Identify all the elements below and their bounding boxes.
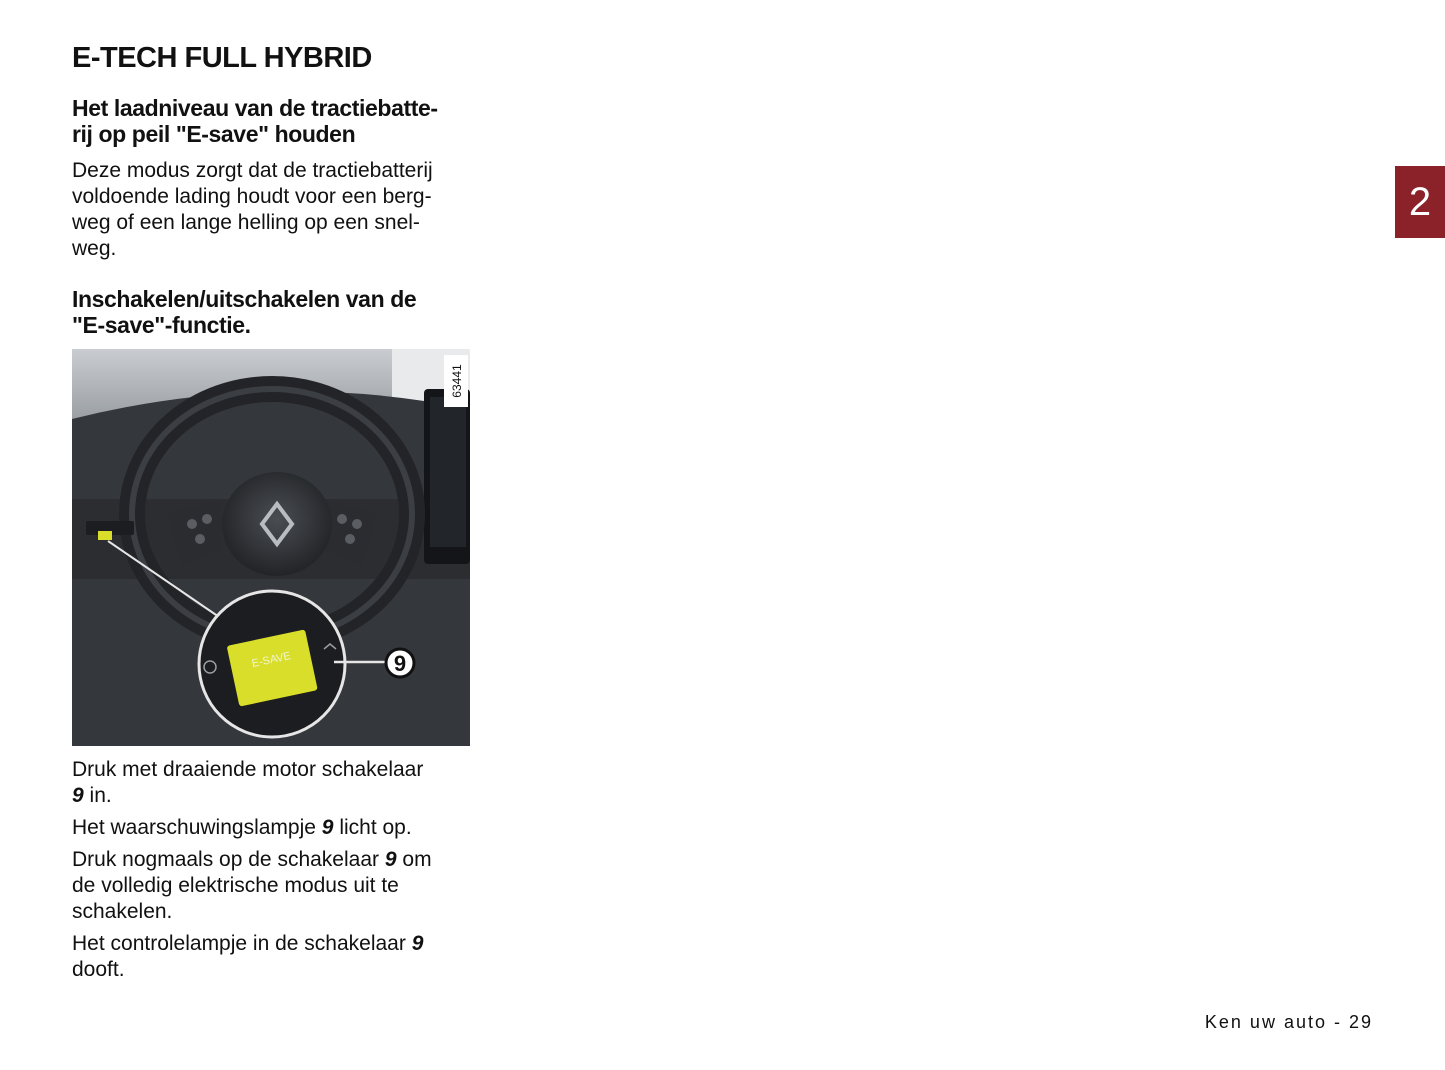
text-line: Het controlelampje in de schakelaar [72, 932, 406, 955]
instruction-2 [72, 815, 472, 841]
instruction-1 [72, 757, 472, 809]
reference-number: 9 [321, 816, 334, 839]
heading-line: Inschakelen/uitschakelen van de [72, 286, 417, 312]
text-line: voldoende lading houdt voor een berg- [72, 185, 432, 208]
text-line: Deze modus zorgt dat de tractiebatterij [72, 159, 433, 182]
instruction-4 [72, 931, 472, 983]
text-line: om [402, 848, 432, 871]
page-footer: Ken uw auto - 29 [1204, 1012, 1373, 1032]
reference-number: 9 [384, 848, 397, 871]
chapter-tab: 2 [1395, 166, 1445, 238]
figure-ref-number: 63441 [450, 364, 464, 398]
text-line: weg of een lange helling op een snel- [72, 211, 420, 234]
text-line: de volledig elektrische modus uit te [72, 874, 399, 897]
heading-line: "E-save"-functie. [72, 312, 251, 338]
text-line: dooft. [72, 958, 125, 981]
text-line: Het waarschuwingslampje [72, 816, 316, 839]
heading-line: Het laadniveau van de tractiebatte- [72, 95, 438, 121]
text-line: in. [89, 784, 112, 807]
page-title: E-TECH FULL HYBRID [72, 42, 372, 74]
dashboard-illustration [72, 349, 470, 746]
esave-button-label: E-SAVE [250, 650, 292, 671]
steering-wheel-image [72, 349, 470, 746]
heading-line: rij op peil "E-save" houden [72, 121, 356, 147]
callout-number: 9 [393, 651, 407, 676]
reference-number: 9 [72, 784, 84, 807]
intro-paragraph [72, 158, 472, 262]
instruction-3 [72, 847, 472, 925]
text-line: licht op. [339, 816, 412, 839]
text-line: schakelen. [72, 900, 173, 923]
text-line: Druk nogmaals op de schakelaar [72, 848, 380, 871]
section-heading-toggle [72, 286, 472, 338]
text-line: weg. [72, 237, 117, 260]
text-line: Druk met draaiende motor schakelaar [72, 758, 424, 781]
section-heading-esave [72, 95, 472, 147]
reference-number: 9 [411, 932, 424, 955]
